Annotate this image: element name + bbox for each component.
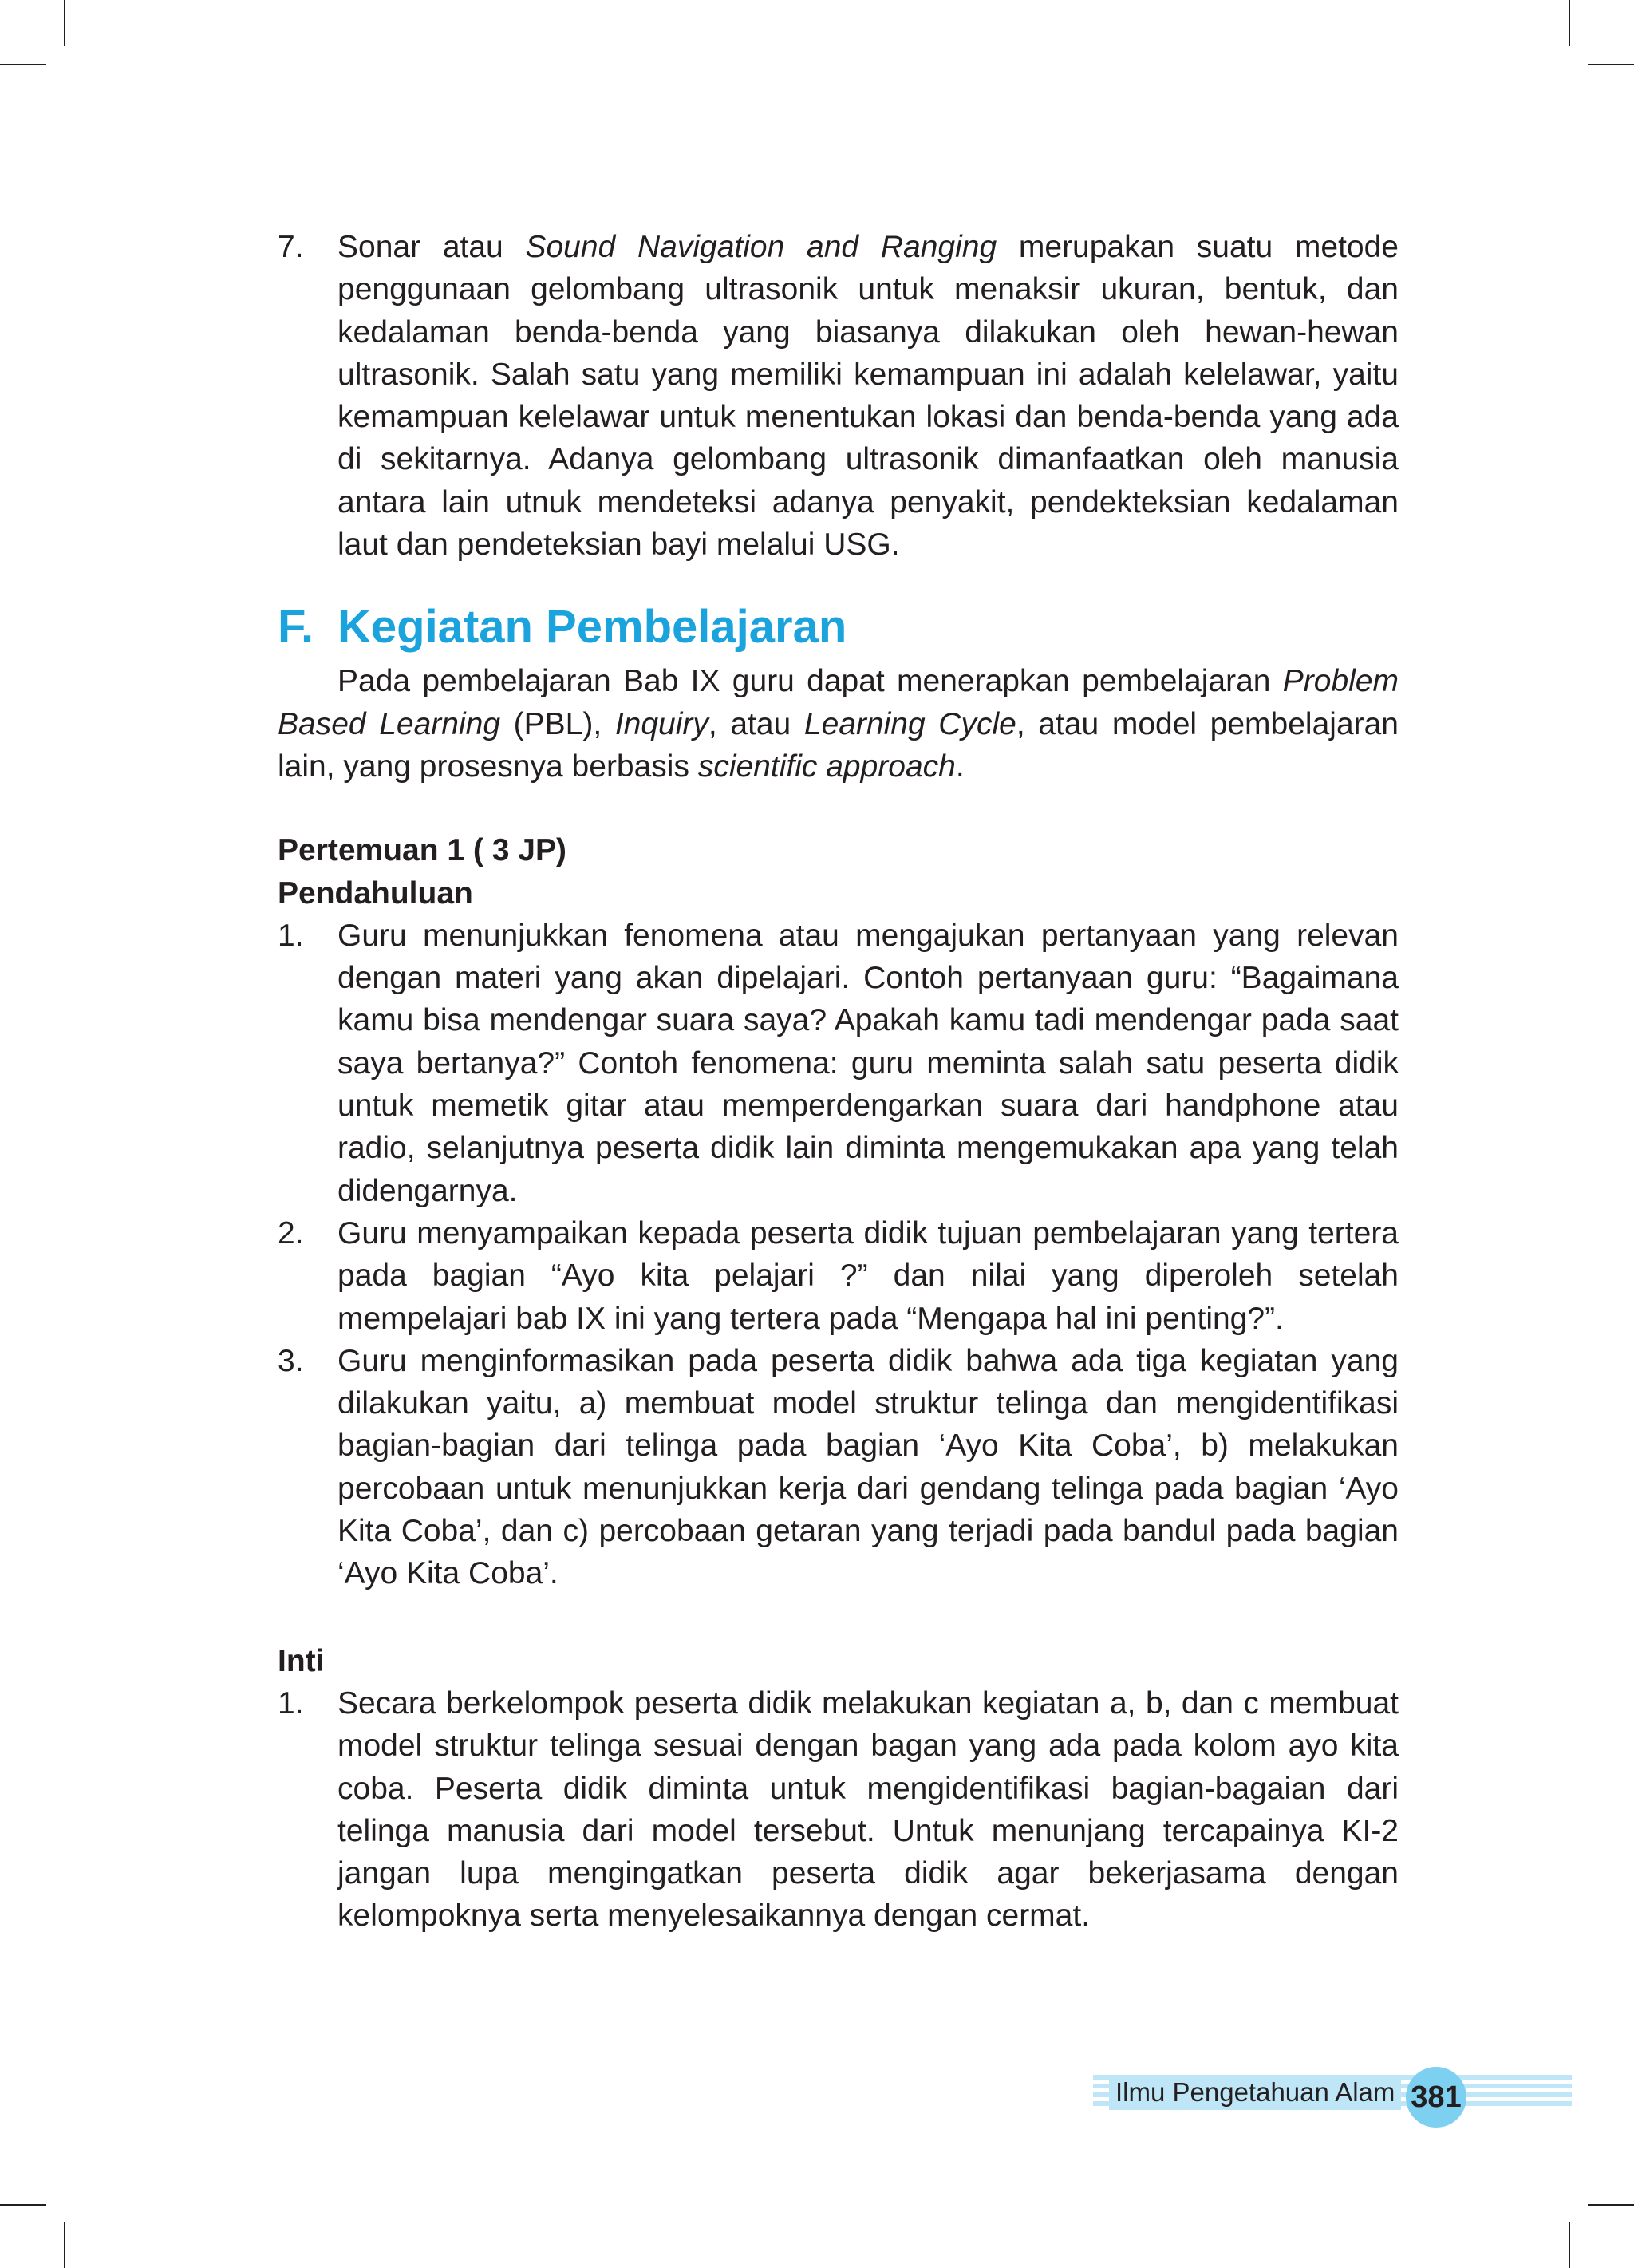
item-text: merupakan suatu metode penggunaan gelombang ultrasonik untuk menaksir ukuran, bentuk, dan kedalaman benda-benda yang biasanya dilakukan oleh hewan-hewan ultrasonik. Salah satu yang memiliki kemampuan ini adalah kelelawar, yaitu kemampuan kelelawar untuk menentukan lokasi dan benda-benda yang ada di sekitarnya. Adanya gelombang ultrasonik dimanfaatkan oleh manusia antara lain utnuk mendeteksi adanya penyakit, pendekteksian kedalaman laut dan pendeteksian bayi melalui USG. <box>337 230 1399 563</box>
intro-italic: Learning Cycle <box>803 706 1016 741</box>
inti-title: Inti <box>278 1643 325 1678</box>
crop-mark <box>64 0 65 46</box>
meeting-subtitle: Pendahuluan <box>278 875 473 911</box>
intro-text: (PBL), <box>500 706 615 741</box>
crop-mark <box>1588 2204 1634 2206</box>
footer-subject: Ilmu Pengetahuan Alam <box>1109 2075 1401 2110</box>
page-content <box>278 226 1399 1938</box>
intro-text: , atau <box>708 706 804 741</box>
crop-mark <box>0 64 46 65</box>
crop-mark <box>1569 0 1570 46</box>
intro-italic: scientific approach <box>697 749 956 784</box>
list-item <box>278 1682 1399 1938</box>
crop-mark <box>0 2204 46 2206</box>
list-item-7 <box>278 226 1399 566</box>
crop-mark <box>1569 2222 1570 2268</box>
crop-mark <box>64 2222 65 2268</box>
intro-text: , atau model pembelajaran lain, yang prosesnya berbasis <box>278 706 1399 784</box>
section-title: Kegiatan Pembelajaran <box>337 601 847 654</box>
list-number: 3. <box>278 1343 304 1378</box>
list-number: 2. <box>278 1215 304 1251</box>
page-number: 381 <box>1406 2067 1466 2128</box>
intro-text: Pada pembelajaran Bab IX guru dapat menerapkan pembelajaran <box>337 664 1283 699</box>
item-text-italic: Sound Navigation and Ranging <box>525 230 997 264</box>
list-number: 7. <box>278 230 304 264</box>
meeting-title: Pertemuan 1 ( 3 JP) <box>278 833 566 868</box>
intro-text: . <box>955 749 965 784</box>
item-text: Guru menunjukkan fenomena atau mengajukan pertanyaan yang relevan dengan materi yang akan dipelajari. Contoh pertanyaan guru: “Bagaimana kamu bisa mendengar suara saya? Apakah kamu tadi mendengar pada saat saya bertanya?” Contoh fenomena: guru meminta salah satu peserta didik untuk memetik gitar atau memperdengarkan suara dari handphone atau radio, selanjutnya peserta didik lain diminta mengemukakan apa yang telah didengarnya. <box>337 918 1399 1208</box>
list-item <box>278 915 1399 1212</box>
section-letter: F. <box>278 601 314 654</box>
list-item <box>278 1340 1399 1595</box>
item-text: Secara berkelompok peserta didik melakukan kegiatan a, b, dan c membuat model struktur telinga sesuai dengan bagan yang ada pada kolom ayo kita coba. Peserta didik diminta untuk mengidentifikasi bagian-bagaian dari telinga manusia dari model tersebut. Untuk menunjang tercapainya KI-2 jangan lupa mengingatkan peserta didik agar bekerjasama dengan kelompoknya serta menyelesaikannya dengan cermat. <box>337 1685 1399 1934</box>
list-number: 1. <box>278 1685 304 1721</box>
page-footer <box>1093 2067 1572 2123</box>
item-text: Guru menginformasikan pada peserta didik bahwa ada tiga kegiatan yang dilakukan yaitu, a) membuat model struktur telinga dan mengidentifikasi bagian-bagian dari telinga pada bagian ‘Ayo Kita Coba’, b) melakukan percobaan untuk menunjukkan kerja dari gendang telinga pada bagian ‘Ayo Kita Coba’, dan c) percobaan getaran yang terjadi pada bandul pada bagian ‘Ayo Kita Coba’. <box>337 1343 1399 1591</box>
crop-mark <box>1588 64 1634 65</box>
section-heading <box>278 599 1399 655</box>
item-text: Guru menyampaikan kepada peserta didik tujuan pembelajaran yang tertera pada bagian “Ayo kita pelajari ?” dan nilai yang diperoleh setelah mempelajari bab IX ini yang tertera pada “Mengapa hal ini penting?”. <box>337 1215 1399 1336</box>
item-text: Sonar atau <box>337 230 526 264</box>
list-item <box>278 1212 1399 1340</box>
intro-italic: Inquiry <box>614 706 708 741</box>
intro-italic: Problem Based Learning <box>278 664 1399 741</box>
intro-paragraph <box>278 660 1399 788</box>
list-number: 1. <box>278 918 304 953</box>
